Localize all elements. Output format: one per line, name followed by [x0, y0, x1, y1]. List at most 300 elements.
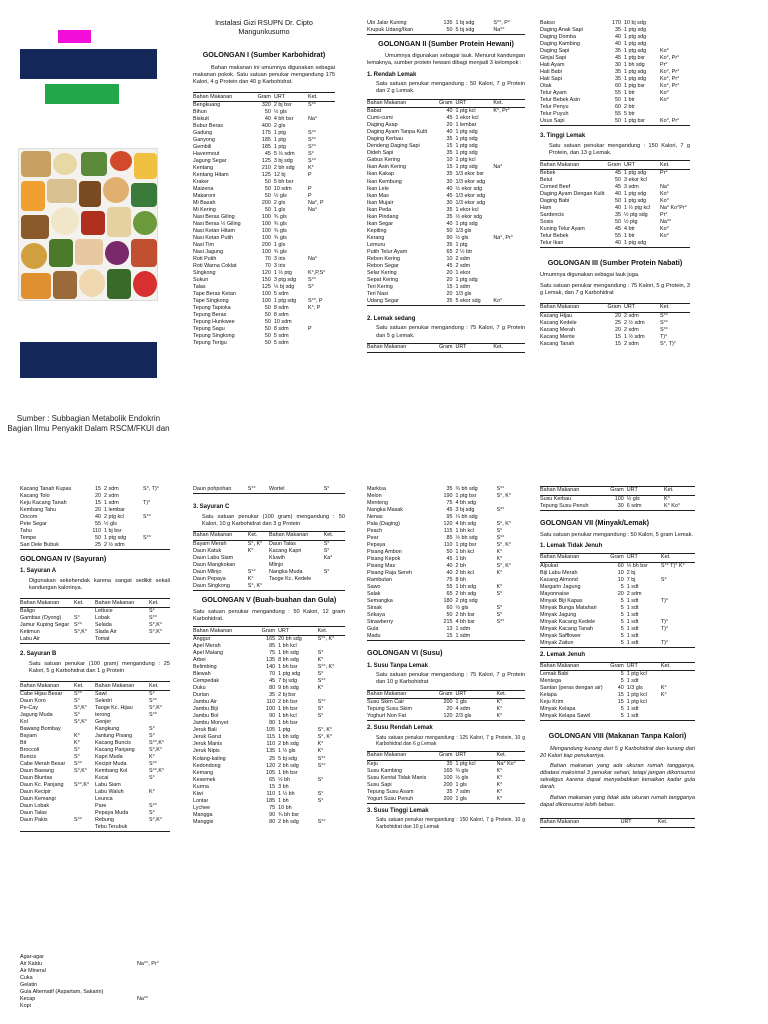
- table-row: [193, 165, 335, 172]
- table-cell: S°°: [660, 319, 668, 326]
- table-cell: S°, K°: [496, 563, 512, 570]
- table-cell: Telur Puyuh: [540, 111, 569, 118]
- table-cell: ½ gls: [273, 108, 287, 115]
- table-cell: 3 sdm: [624, 184, 639, 191]
- table-cell: 5 ekor sdg: [455, 298, 493, 306]
- table-cell: 400: [261, 122, 271, 129]
- gol6-sub3-note: Satu satuan penukar mengandung : 150 Kalori, 7 g Protein, 10 g Karbohidrat dan 10 g Lemak: [376, 817, 525, 830]
- table-cell: 5: [608, 713, 627, 721]
- table-row: [540, 619, 695, 626]
- gol5-intro: Satu satuan penukar mengandung : 50 Kalori, 12 gram Karbohidrat.: [193, 609, 345, 623]
- table-cell: [660, 240, 690, 248]
- table-cell: [493, 242, 525, 249]
- table-cell: Kuning Telur Ayam: [540, 226, 585, 233]
- table-cell: 45: [264, 151, 271, 158]
- table-cell: Kentang Hitam: [193, 172, 229, 179]
- table-row: [367, 514, 525, 521]
- table-cell: 5 btr: [624, 111, 635, 118]
- gol6-sub1-table: [367, 690, 525, 722]
- table-cell: [493, 256, 525, 263]
- table-cell: Na°: [308, 256, 318, 263]
- table-cell: 1 sdt: [626, 604, 639, 611]
- table-cell: Kacang Merah: [540, 326, 576, 333]
- table-cell: [661, 570, 695, 577]
- table-cell: Kemang: [193, 769, 214, 776]
- table-cell: [318, 784, 345, 791]
- table-cell: P: [308, 172, 312, 179]
- table-cell: [661, 713, 695, 721]
- table-cell: Pala (Daging): [367, 521, 400, 528]
- table-cell: Tepung Sagu: [193, 326, 225, 333]
- table-row: [367, 20, 525, 27]
- table-row: [20, 789, 170, 796]
- table-cell: 1 ptg kcl: [455, 157, 476, 164]
- table-cell: Cumi-cumi: [367, 115, 393, 122]
- table-cell: Belut: [540, 177, 553, 184]
- table-cell: Talas: [193, 284, 206, 291]
- table-row: [367, 577, 525, 584]
- table-cell: 55: [615, 233, 621, 240]
- table-cell: S°, K°: [496, 521, 512, 528]
- table-row: [20, 500, 170, 507]
- table-cell: Putih Telur Ayam: [367, 248, 408, 255]
- table-cell: Jambu Biji: [193, 706, 218, 713]
- table-cell: [137, 989, 170, 996]
- gol7-intro: Satu satuan penukar mengandung : 50 Kalori, 5 gram Lemak.: [540, 532, 693, 539]
- table-cell: 1 bh bsr: [278, 720, 298, 727]
- table-cell: 80: [269, 818, 276, 825]
- table-row: [20, 803, 170, 810]
- table-cell: [318, 720, 345, 727]
- table-cell: [74, 775, 95, 782]
- table-cell: Santan (peras dengan air): [540, 685, 603, 692]
- table-cell: [660, 111, 690, 118]
- table-cell: 1 ptg sdg: [455, 150, 478, 157]
- table-cell: Daun Talas: [20, 810, 47, 817]
- table-cell: K°: [317, 741, 324, 748]
- table-cell: [137, 1003, 170, 1010]
- table-row: [367, 591, 525, 598]
- table-cell: 110: [266, 790, 276, 797]
- table-cell: [308, 221, 335, 228]
- table-cell: Kolang-kaling: [193, 755, 226, 762]
- table-cell: 320: [261, 101, 271, 108]
- table-cell: Hati Babi: [540, 69, 562, 76]
- table-row: [367, 775, 525, 782]
- table-cell: S°: [496, 528, 503, 535]
- table-cell: Tepung Beras: [193, 312, 227, 319]
- table-cell: 1 ptg: [278, 727, 291, 734]
- table-cell: [248, 555, 269, 562]
- table-cell: [324, 583, 345, 591]
- table-cell: [149, 719, 170, 726]
- table-cell: 1/3 gls: [455, 290, 472, 297]
- table-row: [20, 996, 170, 1003]
- table-cell: Air Kaldu: [20, 961, 42, 968]
- table-row: [193, 312, 335, 319]
- table-cell: Selada: [95, 622, 112, 629]
- table-cell: Ko°: [660, 90, 669, 97]
- table-cell: Jambu Air: [193, 699, 217, 706]
- table-row: [193, 569, 345, 576]
- table-cell: Rebon Segar: [367, 262, 399, 269]
- table-cell: Kacang Tolo: [20, 493, 50, 500]
- table-row: [367, 291, 525, 298]
- table-cell: S°°: [308, 158, 316, 165]
- table-row: [20, 535, 170, 542]
- table-cell: 125: [261, 284, 271, 291]
- table-cell: Bakso: [540, 20, 555, 26]
- table-cell: Yoghurt Non Fat: [367, 713, 433, 721]
- table-cell: 45: [446, 556, 453, 563]
- table-cell: Kacang Mente: [540, 333, 575, 340]
- gol7-sub1-table: [540, 553, 695, 648]
- gol1-continued-table: [367, 20, 525, 35]
- table-cell: Roti Putih: [193, 256, 217, 263]
- table-cell: 1 sdt: [626, 625, 639, 632]
- table-row: [193, 291, 335, 298]
- table-cell: 1 ½ ptg kcl: [624, 205, 651, 212]
- table-cell: 50: [95, 535, 101, 542]
- table-cell: S°°: [317, 818, 326, 825]
- table-row: [540, 27, 690, 34]
- table-row: [193, 685, 345, 692]
- table-cell: 55: [615, 111, 621, 118]
- table-row: [193, 228, 335, 235]
- magenta-block: [58, 30, 91, 43]
- table-cell: 15: [617, 692, 624, 699]
- table-header: Bahan Makanan Gram URT Ket.: [367, 751, 525, 760]
- table-row: [193, 678, 345, 685]
- table-cell: [74, 789, 95, 796]
- table-cell: 50: [606, 118, 624, 126]
- gol2-sub2-table: [367, 343, 525, 353]
- table-cell: [308, 263, 335, 270]
- table-cell: S°: [149, 726, 155, 733]
- table-cell: 1/3 ekor sdg: [455, 199, 486, 206]
- table-cell: 4 sdm: [455, 706, 471, 713]
- table-cell: Ham: [540, 205, 552, 212]
- table-row: [367, 768, 525, 775]
- table-cell: [149, 782, 170, 789]
- table-cell: Gelatin: [20, 982, 38, 989]
- table-cell: S°: [149, 608, 155, 615]
- table-row: [540, 699, 695, 706]
- table-row: [20, 726, 170, 733]
- table-row: [20, 975, 170, 982]
- table-row: [193, 805, 345, 812]
- table-cell: 25: [615, 319, 621, 326]
- table-cell: [308, 319, 335, 326]
- table-cell: 45: [269, 678, 276, 685]
- gol4-subC-note: Satu satuan penukar (100 gram) mengandung : 50 Kalori, 10 g Karbohidrat dan 3 g Protein: [202, 513, 345, 527]
- table-cell: S°: [149, 691, 155, 697]
- table-cell: S°°: [308, 129, 316, 136]
- table-row: [540, 177, 690, 184]
- table-row: [193, 720, 345, 727]
- table-cell: Blewah: [193, 671, 211, 678]
- table-cell: 1 ptg sdg: [455, 143, 478, 150]
- table-cell: Jeruk Bali: [193, 727, 217, 734]
- table-cell: 1 bj sdg: [455, 20, 475, 26]
- table-cell: 1 ekor kcl: [455, 206, 479, 213]
- table-cell: Sirsak: [367, 605, 382, 612]
- table-row: [367, 171, 525, 178]
- table-cell: 4 bh bsr: [273, 115, 294, 122]
- table-cell: Kembang Kol: [95, 768, 128, 775]
- table-cell: 135: [266, 657, 276, 664]
- table-cell: Daun Katuk: [193, 547, 222, 554]
- table-cell: [661, 706, 695, 713]
- gol2-sub2-note: Satu satuan penukar mengandung : 75 Kalori, 7 g Protein dan 5 g Lemak.: [376, 325, 525, 339]
- table-cell: 1 sdt: [626, 678, 639, 685]
- table-cell: ¾ gls: [273, 235, 287, 242]
- table-row: [20, 989, 170, 996]
- table-row: [540, 212, 690, 219]
- table-cell: 110: [92, 528, 101, 535]
- table-cell: S°,K°: [149, 705, 163, 712]
- table-cell: Kraker: [193, 179, 209, 186]
- table-cell: 35: [615, 48, 621, 55]
- table-cell: 110: [266, 699, 276, 706]
- table-cell: 15: [269, 783, 276, 790]
- table-cell: S°: [74, 754, 80, 761]
- table-cell: P: [308, 193, 312, 200]
- table-cell: K°: [496, 781, 503, 788]
- table-cell: Kiwi: [193, 790, 203, 797]
- table-row: [193, 748, 345, 755]
- table-cell: Kopi: [20, 1003, 31, 1010]
- table-cell: 115: [266, 734, 276, 741]
- table-cell: 1 bh sdg: [455, 584, 477, 591]
- table-row: [540, 503, 695, 511]
- table-cell: Biskuit: [193, 115, 209, 122]
- table-cell: 1 sdt: [626, 597, 639, 604]
- table-header: Bahan Makanan Gram URT Ket.: [540, 487, 695, 496]
- table-cell: [661, 633, 695, 640]
- gol7-sub1: 1. Lemak Tidak Jenuh: [540, 543, 603, 550]
- table-row: [193, 200, 335, 207]
- table-row: [193, 583, 345, 591]
- table-cell: 200: [433, 796, 455, 804]
- table-row: [20, 542, 170, 550]
- gol3-continued-table: [20, 486, 170, 550]
- table-row: [367, 760, 525, 768]
- table-row: [20, 968, 170, 975]
- table-cell: Nangka Muda: [268, 568, 303, 575]
- gol7-title: GOLONGAN VII (Minyak/Lemak): [540, 517, 650, 527]
- table-cell: 20: [446, 706, 453, 713]
- table-row: [367, 207, 525, 214]
- table-cell: 2 sdm: [624, 326, 639, 333]
- table-cell: Telur Bebek: [540, 233, 569, 240]
- gol4-b-table: [20, 681, 170, 832]
- table-row: [193, 770, 345, 777]
- table-cell: K°: [663, 495, 670, 502]
- table-cell: 2 sdm: [104, 486, 119, 492]
- gol5-continued-table: [367, 486, 525, 641]
- table-cell: Kepiting: [367, 227, 387, 234]
- table-header: Bahan Makanan Gram URT Ket.: [540, 553, 695, 562]
- table-cell: 70: [269, 671, 276, 678]
- table-cell: S°°: [74, 817, 82, 824]
- table-cell: Ko°, Pr°: [660, 76, 680, 83]
- table-row: [540, 713, 695, 721]
- table-cell: 2 sdm: [104, 493, 119, 500]
- table-cell: Nenas: [367, 514, 383, 521]
- table-cell: Krupuk Udang/Ikan: [367, 27, 433, 35]
- table-cell: Tahu: [20, 528, 32, 535]
- table-cell: Susu Kental Tidak Manis: [367, 774, 427, 781]
- table-cell: [493, 186, 525, 193]
- table-cell: [497, 598, 525, 605]
- table-row: [193, 186, 335, 193]
- table-cell: 20 bh sdg: [278, 636, 302, 643]
- table-cell: 75: [446, 500, 453, 507]
- table-cell: T)°: [660, 625, 669, 632]
- table-cell: 65: [446, 248, 453, 255]
- table-cell: ½ ptg: [624, 219, 638, 226]
- table-cell: 15: [95, 500, 101, 507]
- table-cell: 20: [446, 290, 453, 297]
- table-cell: 20: [615, 326, 621, 333]
- table-row: [20, 698, 170, 705]
- table-cell: Kecipir Muda: [95, 761, 127, 768]
- table-cell: T)°: [660, 618, 669, 625]
- table-cell: 1 gls: [273, 242, 286, 249]
- table-cell: 1/3 gls: [455, 227, 472, 234]
- table-row: [20, 954, 170, 961]
- green-block: [45, 84, 119, 104]
- table-cell: S°,K°: [74, 705, 88, 712]
- table-cell: S°: [317, 713, 324, 720]
- table-row: [20, 740, 170, 747]
- table-cell: Minyak Kelapa Sawit: [540, 713, 608, 721]
- table-cell: S°: [317, 650, 324, 657]
- table-cell: Lettuce: [95, 608, 113, 615]
- table-cell: Strawberry: [367, 619, 394, 626]
- table-cell: Menteng: [367, 500, 388, 507]
- table-cell: Ikan Asin Kering: [367, 164, 406, 171]
- table-cell: 40: [606, 240, 624, 248]
- table-cell: [493, 214, 525, 221]
- table-cell: Lontar: [193, 797, 209, 804]
- table-cell: Susu Sapi: [367, 781, 392, 788]
- table-row: [540, 341, 690, 348]
- table-cell: K°: [496, 549, 503, 556]
- table-row: [193, 540, 345, 548]
- table-cell: 50: [264, 186, 271, 193]
- table-cell: [660, 20, 690, 27]
- table-cell: Na°, Pr°: [493, 234, 513, 241]
- table-row: [193, 812, 345, 819]
- table-cell: S°,K°: [149, 622, 163, 629]
- table-cell: Daging Sapi: [540, 48, 570, 55]
- table-row: [193, 284, 335, 291]
- table-row: [193, 713, 345, 720]
- table-cell: Minyak Bunga Matahari: [540, 604, 597, 611]
- table-row: [193, 137, 335, 144]
- table-cell: 40: [446, 220, 453, 227]
- table-cell: Kluwih: [268, 554, 285, 561]
- table-cell: S°: [496, 605, 503, 612]
- table-cell: 85: [446, 535, 453, 542]
- table-cell: 100: [443, 774, 453, 781]
- table-row: [540, 612, 695, 619]
- table-cell: Daging Ayam Tanpa Kulit: [367, 129, 428, 136]
- table-cell: K°: [496, 570, 503, 577]
- table-cell: S°°: [74, 622, 82, 629]
- table-cell: K°: [308, 165, 314, 172]
- table-cell: Susu Kerbau: [540, 495, 572, 502]
- table-cell: 175: [261, 129, 271, 136]
- table-cell: 2 bh sdg: [278, 762, 299, 769]
- table-cell: 70: [264, 263, 271, 270]
- table-cell: 2 bh: [455, 563, 466, 570]
- table-cell: [493, 157, 525, 164]
- table-cell: 100: [261, 249, 271, 256]
- table-cell: [308, 214, 335, 221]
- table-cell: [318, 643, 345, 650]
- table-cell: 10 bh: [278, 804, 292, 811]
- table-row: [540, 170, 690, 178]
- table-row: [20, 629, 170, 636]
- table-cell: S°: [317, 797, 324, 804]
- table-cell: Pisang Kepok: [367, 556, 401, 563]
- table-cell: S°°: [496, 507, 505, 514]
- table-cell: Ikan Segar: [367, 220, 394, 227]
- table-cell: 50: [615, 177, 621, 184]
- table-cell: 135: [266, 748, 276, 755]
- table-cell: [308, 235, 335, 242]
- table-cell: 1 ptg sdg: [624, 69, 647, 76]
- table-row: [20, 796, 170, 803]
- gol3-intro2: Satu satuan penukar mengandung : 75 Kalori, 5 g Protein, 3 g Lemak, dan 7 g Karbohidrat: [540, 282, 690, 296]
- gol3-intro1: Umumnya digunakan sebagai lauk juga.: [540, 272, 640, 279]
- table-cell: 50: [264, 193, 271, 200]
- table-cell: Melon: [367, 493, 382, 500]
- table-cell: 60: [615, 104, 621, 111]
- table-row: [20, 486, 170, 493]
- table-cell: S°, K°: [317, 734, 333, 741]
- table-cell: 1 ptg: [273, 137, 286, 143]
- table-cell: 40: [446, 563, 453, 570]
- table-cell: Gambas (Oyong): [20, 615, 62, 622]
- table-cell: 50: [615, 198, 621, 205]
- table-cell: Pare: [95, 803, 107, 810]
- table-cell: K°: [496, 699, 503, 706]
- table-cell: 1 ptg sdg: [624, 27, 647, 34]
- gol2-sub2-rows-table: [540, 20, 690, 126]
- table-cell: Genjer: [95, 719, 112, 726]
- table-cell: 45: [446, 507, 453, 514]
- table-cell: Ko°: [660, 191, 669, 198]
- table-cell: Jeruk Manis: [193, 741, 223, 748]
- table-cell: Daun Lobak: [20, 803, 50, 810]
- table-cell: Daun Mlinjo: [193, 568, 222, 575]
- table-cell: 25: [89, 542, 104, 550]
- table-cell: Jambu Monyet: [193, 720, 229, 727]
- table-cell: 10 sdm: [273, 186, 292, 193]
- table-cell: Tebu Terubuk: [95, 824, 149, 832]
- source-text: Sumber : Subbagian Metabolik Endokrin Bagian Ilmu Penyakit Dalam RSCM/FKUI dan: [7, 414, 170, 433]
- table-row: [540, 55, 690, 62]
- table-row: [20, 528, 170, 535]
- table-cell: [493, 221, 525, 228]
- table-cell: 20: [617, 590, 624, 597]
- table-cell: Rebung: [95, 817, 114, 824]
- table-cell: S°°,K°: [74, 782, 90, 789]
